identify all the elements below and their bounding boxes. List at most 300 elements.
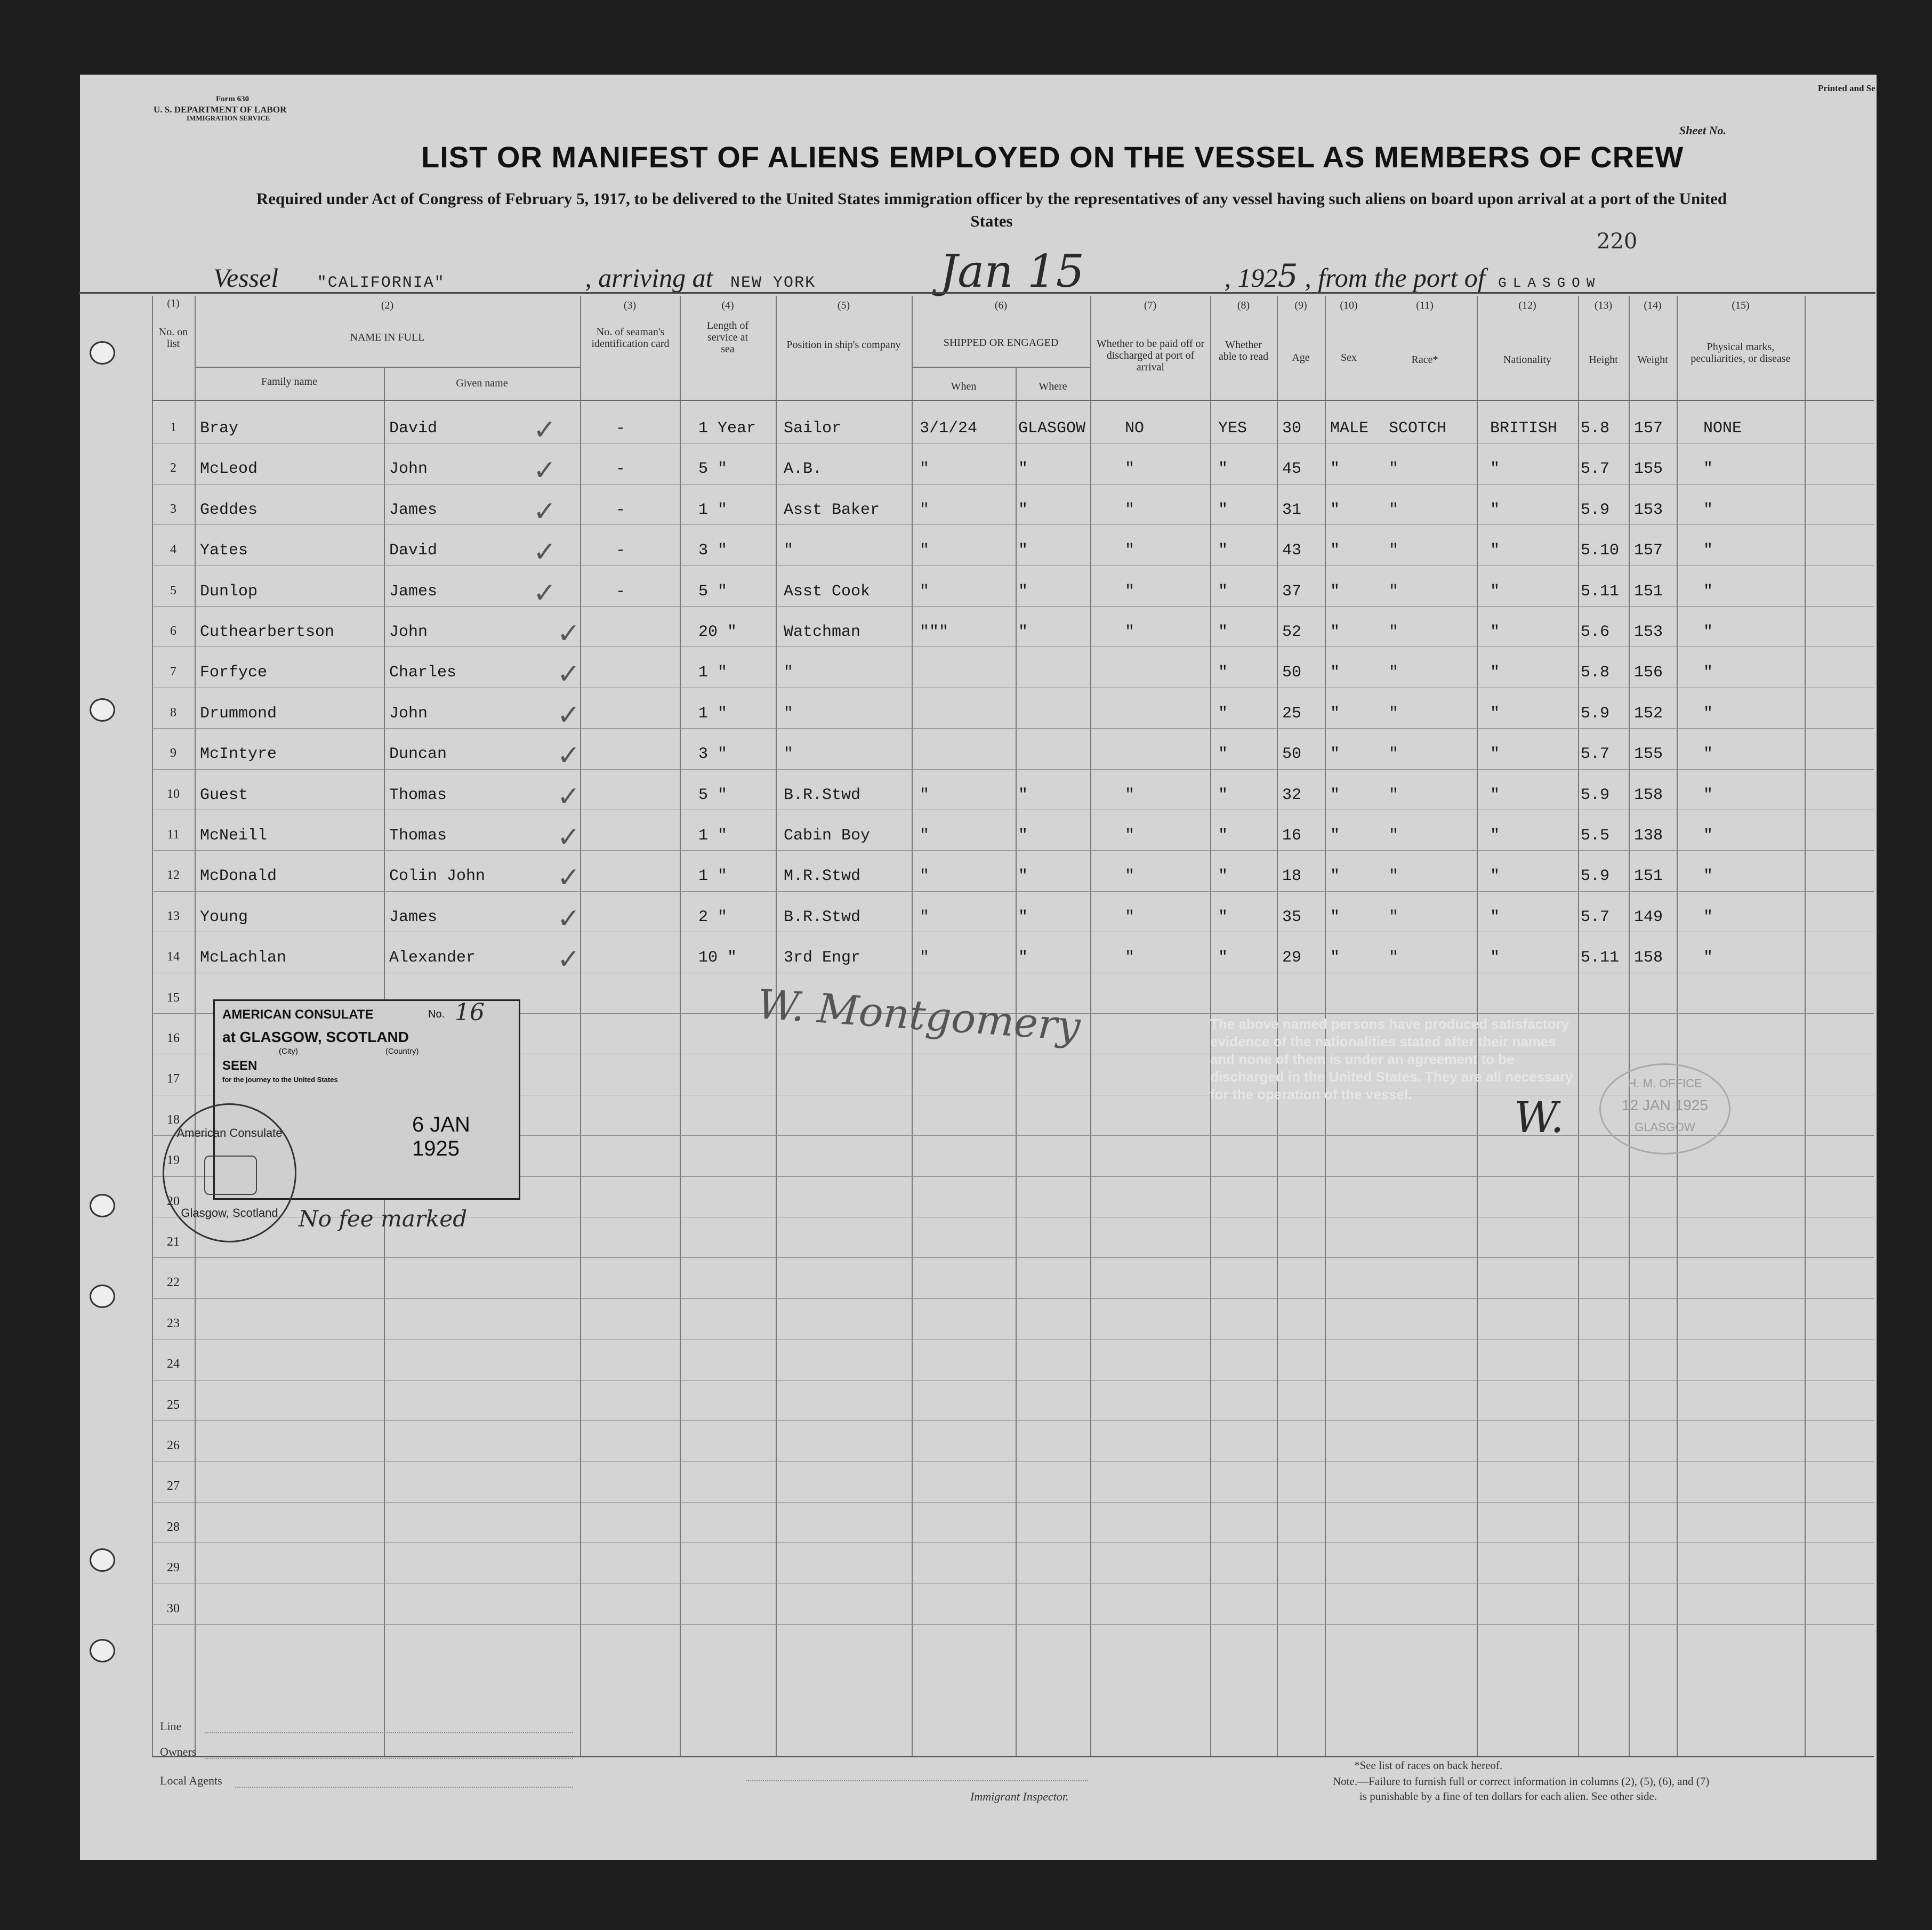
service-cell: 1 " xyxy=(698,827,728,845)
stamp-consulate-line: AMERICAN CONSULATE xyxy=(222,1007,374,1022)
sex-cell: " xyxy=(1330,664,1340,682)
race-cell: " xyxy=(1389,582,1399,601)
stamp-journey: for the journey to the United States xyxy=(222,1076,338,1084)
row-rule xyxy=(152,728,1874,729)
certification-text: The above named persons have produced satisfactory evidence of the nationalities stated after their names and none of them is under an agreement to be discharged in the United States. They are all necessary for the operation of the vessel. xyxy=(1210,1016,1573,1102)
col8-header: Whether able to read xyxy=(1218,339,1269,362)
check-mark-icon: ✓ xyxy=(533,496,557,527)
position-cell: Cabin Boy xyxy=(784,827,871,845)
able-to-read-cell: " xyxy=(1218,623,1228,641)
sex-cell: " xyxy=(1330,908,1340,926)
vessel-label: Vessel xyxy=(213,263,279,293)
row-rule xyxy=(152,769,1874,770)
col15-header: Physical marks, peculiarities, or disease xyxy=(1690,341,1791,365)
row-number: 11 xyxy=(167,828,180,842)
row-number: 8 xyxy=(170,705,176,720)
row-number: 4 xyxy=(170,543,176,557)
given-name-cell: Thomas xyxy=(389,827,447,845)
row-number: 24 xyxy=(167,1357,180,1371)
card-cell: - xyxy=(616,582,626,601)
stamp-seen: SEEN xyxy=(222,1059,257,1073)
year-digit: 5 xyxy=(1277,257,1298,295)
shipped-when-cell: " xyxy=(920,908,930,926)
col2-number: (2) xyxy=(381,300,394,311)
able-to-read-cell: " xyxy=(1218,664,1228,682)
col-line xyxy=(1629,296,1630,1756)
row-number: 1 xyxy=(170,421,176,434)
row-number: 17 xyxy=(167,1072,180,1086)
col-line xyxy=(1016,368,1017,1756)
shipped-when-cell: " xyxy=(920,542,930,560)
when-header: When xyxy=(951,381,977,392)
printed-note: Printed and Se xyxy=(1818,83,1875,93)
service-cell: 10 " xyxy=(698,949,737,967)
height-cell: 5.7 xyxy=(1581,908,1610,926)
footer-agents-label: Local Agents xyxy=(160,1774,222,1787)
able-to-read-cell: " xyxy=(1218,827,1228,845)
family-name-cell: Guest xyxy=(200,786,248,804)
age-cell: 29 xyxy=(1282,949,1302,967)
card-cell: - xyxy=(616,542,626,560)
height-cell: 5.9 xyxy=(1581,704,1610,723)
shipped-subheader-rule xyxy=(912,367,1090,368)
departure-port: GLASGOW xyxy=(1498,275,1601,291)
col-line xyxy=(1578,296,1579,1756)
row-rule xyxy=(152,1298,1874,1299)
row-number: 25 xyxy=(167,1398,180,1412)
penalty-note-2: is punishable by a fine of ten dollars for each alien. See other side. xyxy=(1359,1790,1657,1803)
col-line xyxy=(1805,296,1806,1756)
row-number: 12 xyxy=(167,868,180,883)
card-cell: - xyxy=(616,419,626,438)
check-mark-icon: ✓ xyxy=(557,700,581,731)
height-cell: 5.9 xyxy=(1581,786,1610,804)
given-name-cell: James xyxy=(389,908,438,926)
height-cell: 5.11 xyxy=(1581,582,1620,601)
row-rule xyxy=(152,1257,1874,1258)
physical-marks-cell: " xyxy=(1703,500,1713,519)
row-number: 2 xyxy=(170,461,176,475)
family-name-cell: McNeill xyxy=(200,827,268,845)
service-cell: 20 " xyxy=(698,623,737,641)
sex-cell: " xyxy=(1330,867,1340,886)
stamp-location: at GLASGOW, SCOTLAND xyxy=(222,1029,409,1045)
check-mark-icon: ✓ xyxy=(557,903,581,934)
weight-cell: 155 xyxy=(1634,745,1663,764)
position-cell: " xyxy=(784,664,794,682)
paid-off-cell: " xyxy=(1125,582,1135,601)
col-line xyxy=(1677,296,1678,1756)
col15-number: (15) xyxy=(1732,300,1750,311)
paid-off-cell: " xyxy=(1125,867,1135,886)
position-cell: " xyxy=(784,542,794,560)
physical-marks-cell: " xyxy=(1703,623,1713,641)
shipped-when-cell: " xyxy=(920,786,930,804)
col10-number: (10) xyxy=(1340,300,1358,311)
card-cell: - xyxy=(616,500,626,519)
shipped-where-cell: " xyxy=(1018,542,1028,560)
inspector-initials: W. xyxy=(1514,1093,1564,1142)
race-cell: " xyxy=(1389,908,1399,926)
col3-number: (3) xyxy=(623,300,637,311)
paid-off-cell: " xyxy=(1125,623,1135,641)
sex-cell: " xyxy=(1330,582,1340,601)
footer-line-label: Line xyxy=(160,1719,182,1733)
service-cell: 1 " xyxy=(698,500,728,519)
able-to-read-cell: " xyxy=(1218,786,1228,804)
col3-header: No. of seaman's identification card xyxy=(591,326,670,350)
penalty-note-1: Note.—Failure to furnish full or correct information in columns (2), (5), (6), and (7) xyxy=(1333,1775,1710,1788)
family-name-cell: Geddes xyxy=(200,500,258,519)
age-cell: 50 xyxy=(1282,664,1302,682)
header-bottom-rule xyxy=(152,400,1874,401)
given-name-cell: John xyxy=(389,460,428,479)
arriving-label: , arriving at xyxy=(585,263,713,293)
officer-signature: W. Montgomery xyxy=(755,980,1082,1051)
service-cell: 2 " xyxy=(698,908,728,926)
punch-hole xyxy=(90,341,115,365)
service-cell: 3 " xyxy=(698,745,728,764)
given-name-cell: Charles xyxy=(389,664,457,682)
family-name-header: Family name xyxy=(261,376,317,387)
age-cell: 52 xyxy=(1282,623,1302,641)
row-number: 28 xyxy=(167,1520,180,1534)
nationality-cell: " xyxy=(1490,786,1500,804)
paid-off-cell: " xyxy=(1125,786,1135,804)
weight-cell: 153 xyxy=(1634,500,1663,519)
given-name-cell: David xyxy=(389,542,438,560)
footer-line-rule xyxy=(205,1732,573,1733)
name-subheader-rule xyxy=(195,367,581,368)
row-rule xyxy=(152,1502,1874,1503)
nationality-cell: " xyxy=(1490,664,1500,682)
office-stamp-line1: H. M. OFFICE xyxy=(1628,1077,1702,1090)
service-cell: 1 Year xyxy=(698,419,756,438)
able-to-read-cell: " xyxy=(1218,704,1228,723)
sex-cell: " xyxy=(1330,542,1340,560)
col11-header: Race* xyxy=(1411,354,1438,366)
department-name: U. S. DEPARTMENT OF LABOR xyxy=(154,104,287,115)
nationality-cell: " xyxy=(1490,867,1500,886)
race-cell: " xyxy=(1389,623,1399,641)
row-rule xyxy=(152,850,1874,851)
check-mark-icon: ✓ xyxy=(533,578,557,609)
paid-off-cell: " xyxy=(1125,542,1135,560)
arrival-date: Jan 15 xyxy=(939,245,1085,297)
shipped-when-cell: " xyxy=(920,867,930,886)
col4-number: (4) xyxy=(721,300,734,311)
eagle-emblem-icon xyxy=(204,1156,257,1195)
weight-cell: 155 xyxy=(1634,460,1663,479)
race-cell: " xyxy=(1389,542,1399,560)
able-to-read-cell: " xyxy=(1218,500,1228,519)
race-cell: " xyxy=(1389,786,1399,804)
service-cell: 5 " xyxy=(698,582,728,601)
row-number: 23 xyxy=(167,1316,180,1330)
position-cell: " xyxy=(784,704,794,723)
physical-marks-cell: " xyxy=(1703,786,1713,804)
col11-number: (11) xyxy=(1416,300,1434,311)
row-number: 26 xyxy=(167,1439,180,1452)
shipped-when-cell: 3/1/24 xyxy=(920,419,978,438)
office-stamp xyxy=(1599,1063,1730,1154)
row-rule xyxy=(152,1420,1874,1421)
nationality-cell: " xyxy=(1490,500,1500,519)
row-rule xyxy=(152,1624,1874,1625)
weight-cell: 156 xyxy=(1634,664,1663,682)
row-number: 29 xyxy=(167,1561,180,1575)
row-number: 15 xyxy=(167,990,180,1005)
col-line xyxy=(152,296,153,1756)
weight-cell: 158 xyxy=(1634,949,1663,967)
page-subtitle: Required under Act of Congress of February 5, 1917, to be delivered to the United States immigration officer by the representatives of any vessel having such aliens on board upon arrival at a port of the United States xyxy=(256,189,1727,230)
age-cell: 18 xyxy=(1282,867,1302,886)
row-number: 14 xyxy=(167,950,180,964)
position-cell: Watchman xyxy=(784,623,861,641)
row-number: 27 xyxy=(167,1479,180,1493)
from-label: , from the port of xyxy=(1305,263,1485,293)
physical-marks-cell: " xyxy=(1703,949,1713,967)
check-mark-icon: ✓ xyxy=(557,944,581,975)
row-number: 22 xyxy=(167,1275,180,1290)
col14-header: Weight xyxy=(1637,354,1668,366)
col5-header: Position in ship's company xyxy=(786,339,901,351)
race-cell: " xyxy=(1389,500,1399,519)
inspector-label: Immigrant Inspector. xyxy=(970,1790,1069,1803)
col8-number: (8) xyxy=(1237,300,1250,311)
able-to-read-cell: " xyxy=(1218,460,1228,479)
check-mark-icon: ✓ xyxy=(557,659,581,690)
paid-off-cell: " xyxy=(1125,949,1135,967)
page-title: LIST OR MANIFEST OF ALIENS EMPLOYED ON THE VESSEL AS MEMBERS OF CREW xyxy=(421,140,1684,174)
able-to-read-cell: " xyxy=(1218,867,1228,886)
stamp-city-label: (City) xyxy=(279,1047,298,1056)
family-name-cell: Bray xyxy=(200,419,239,438)
nationality-cell: " xyxy=(1490,704,1500,723)
col10-header: Sex xyxy=(1341,352,1357,364)
age-cell: 25 xyxy=(1282,704,1302,723)
punch-hole xyxy=(90,1285,115,1308)
footer-agents-rule xyxy=(235,1787,573,1788)
sex-cell: " xyxy=(1330,786,1340,804)
shipped-where-cell: " xyxy=(1018,867,1028,886)
row-number: 6 xyxy=(170,624,176,638)
form-number: Form 630 xyxy=(216,95,249,103)
col12-number: (12) xyxy=(1518,300,1536,311)
sex-cell: " xyxy=(1330,500,1340,519)
paid-off-cell: " xyxy=(1125,908,1135,926)
given-name-cell: John xyxy=(389,704,428,723)
check-mark-icon: ✓ xyxy=(533,415,557,446)
given-name-cell: James xyxy=(389,500,438,519)
shipped-when-cell: " xyxy=(920,949,930,967)
nationality-cell: BRITISH xyxy=(1490,419,1558,438)
row-number: 20 xyxy=(167,1194,180,1208)
weight-cell: 157 xyxy=(1634,542,1663,560)
given-name-cell: Alexander xyxy=(389,949,476,967)
check-mark-icon: ✓ xyxy=(533,456,557,487)
stamp-date: 6 JAN 1925 xyxy=(412,1113,470,1160)
family-name-cell: Drummond xyxy=(200,704,277,723)
row-rule xyxy=(152,606,1874,607)
row-number: 18 xyxy=(167,1112,180,1127)
row-number: 19 xyxy=(167,1153,180,1168)
col13-header: Height xyxy=(1589,354,1618,366)
col2-header: NAME IN FULL xyxy=(350,332,425,343)
shipped-where-cell: " xyxy=(1018,786,1028,804)
punch-hole xyxy=(90,698,115,722)
sheet-number: Sheet No. xyxy=(1679,124,1726,137)
physical-marks-cell: " xyxy=(1703,827,1713,845)
able-to-read-cell: " xyxy=(1218,582,1228,601)
race-note: *See list of races on back hereof. xyxy=(1354,1759,1503,1772)
age-cell: 45 xyxy=(1282,460,1302,479)
check-mark-icon: ✓ xyxy=(557,741,581,772)
family-name-cell: McLeod xyxy=(200,460,258,479)
physical-marks-cell: " xyxy=(1703,908,1713,926)
shipped-when-cell: " xyxy=(920,500,930,519)
height-cell: 5.6 xyxy=(1581,623,1610,641)
race-cell: " xyxy=(1389,949,1399,967)
nationality-cell: " xyxy=(1490,949,1500,967)
col-line xyxy=(195,296,196,1756)
shipped-where-cell: " xyxy=(1018,500,1028,519)
race-cell: " xyxy=(1389,704,1399,723)
sex-cell: " xyxy=(1330,745,1340,764)
col6-header: SHIPPED OR ENGAGED xyxy=(943,337,1059,349)
weight-cell: 152 xyxy=(1634,704,1663,723)
where-header: Where xyxy=(1039,381,1067,392)
col14-number: (14) xyxy=(1644,300,1662,311)
col5-number: (5) xyxy=(837,300,850,311)
nationality-cell: " xyxy=(1490,908,1500,926)
sex-cell: MALE xyxy=(1330,419,1369,438)
physical-marks-cell: " xyxy=(1703,867,1713,886)
family-name-cell: Young xyxy=(200,908,248,926)
height-cell: 5.11 xyxy=(1581,949,1620,967)
punch-hole xyxy=(90,1639,115,1662)
footer-owners-label: Owners xyxy=(160,1745,197,1758)
able-to-read-cell: YES xyxy=(1218,419,1247,438)
age-cell: 32 xyxy=(1282,786,1302,804)
col9-header: Age xyxy=(1292,352,1310,364)
service-cell: 1 " xyxy=(698,664,728,682)
table-bottom-border xyxy=(152,1756,1874,1757)
col13-number: (13) xyxy=(1594,300,1613,311)
given-name-cell: Duncan xyxy=(389,745,447,764)
given-name-cell: James xyxy=(389,582,438,601)
shipped-when-cell: """ xyxy=(920,623,949,641)
service-cell: 1 " xyxy=(698,867,728,886)
vessel-line xyxy=(213,245,1601,297)
nationality-cell: " xyxy=(1490,623,1500,641)
manifest-number: 220 xyxy=(1597,229,1638,254)
able-to-read-cell: " xyxy=(1218,949,1228,967)
position-cell: Asst Cook xyxy=(784,582,871,601)
row-number: 30 xyxy=(167,1601,180,1616)
age-cell: 43 xyxy=(1282,542,1302,560)
race-cell: " xyxy=(1389,745,1399,764)
age-cell: 50 xyxy=(1282,745,1302,764)
fee-note: No fee marked xyxy=(299,1206,468,1232)
col1-number: (1) xyxy=(167,297,180,309)
row-number: 21 xyxy=(167,1235,180,1249)
row-number: 5 xyxy=(170,583,176,597)
row-number: 13 xyxy=(167,909,180,923)
weight-cell: 158 xyxy=(1634,786,1663,804)
physical-marks-cell: " xyxy=(1703,704,1713,723)
col12-header: Nationality xyxy=(1503,354,1551,366)
sex-cell: " xyxy=(1330,704,1340,723)
table-top-border xyxy=(79,292,1875,294)
height-cell: 5.9 xyxy=(1581,500,1610,519)
position-cell: Asst Baker xyxy=(784,500,880,519)
family-name-cell: Dunlop xyxy=(200,582,258,601)
weight-cell: 153 xyxy=(1634,623,1663,641)
service-name: IMMIGRATION SERVICE xyxy=(187,114,270,122)
stamp-no-label: No. xyxy=(428,1008,445,1020)
nationality-cell: " xyxy=(1490,542,1500,560)
sex-cell: " xyxy=(1330,949,1340,967)
shipped-where-cell: " xyxy=(1018,908,1028,926)
race-cell: " xyxy=(1389,460,1399,479)
weight-cell: 149 xyxy=(1634,908,1663,926)
paid-off-cell: " xyxy=(1125,500,1135,519)
sex-cell: " xyxy=(1330,460,1340,479)
row-rule xyxy=(152,524,1874,525)
col6-number: (6) xyxy=(994,300,1008,311)
stamp-no-value: 16 xyxy=(455,999,485,1026)
shipped-where-cell: " xyxy=(1018,827,1028,845)
inspector-rule xyxy=(746,1780,1088,1781)
vessel-name: "CALIFORNIA" xyxy=(317,274,445,292)
year-label: , 192 xyxy=(1224,263,1278,293)
family-name-cell: Cuthearbertson xyxy=(200,623,335,641)
physical-marks-cell: " xyxy=(1703,664,1713,682)
race-cell: " xyxy=(1389,867,1399,886)
height-cell: 5.8 xyxy=(1581,419,1610,438)
nationality-cell: " xyxy=(1490,745,1500,764)
footer-owners-rule xyxy=(205,1758,573,1759)
service-cell: 1 " xyxy=(698,704,728,723)
shipped-where-cell: " xyxy=(1018,949,1028,967)
family-name-cell: Yates xyxy=(200,542,248,560)
physical-marks-cell: " xyxy=(1703,542,1713,560)
check-mark-icon: ✓ xyxy=(557,781,581,812)
check-mark-icon: ✓ xyxy=(557,863,581,894)
shipped-when-cell: " xyxy=(920,582,930,601)
weight-cell: 151 xyxy=(1634,582,1663,601)
row-rule xyxy=(152,891,1874,892)
shipped-where-cell: " xyxy=(1018,460,1028,479)
family-name-cell: McDonald xyxy=(200,867,277,886)
physical-marks-cell: " xyxy=(1703,460,1713,479)
height-cell: 5.7 xyxy=(1581,460,1610,479)
shipped-where-cell: GLASGOW xyxy=(1018,419,1086,438)
family-name-cell: Forfyce xyxy=(200,664,268,682)
given-name-cell: John xyxy=(389,623,428,641)
age-cell: 16 xyxy=(1282,827,1302,845)
position-cell: M.R.Stwd xyxy=(784,867,861,886)
family-name-cell: McIntyre xyxy=(200,745,277,764)
family-name-cell: McLachlan xyxy=(200,949,287,967)
service-cell: 3 " xyxy=(698,542,728,560)
shipped-where-cell: " xyxy=(1018,623,1028,641)
nationality-cell: " xyxy=(1490,827,1500,845)
age-cell: 30 xyxy=(1282,419,1302,438)
consulate-seal xyxy=(163,1103,296,1242)
row-number: 16 xyxy=(167,1031,180,1045)
